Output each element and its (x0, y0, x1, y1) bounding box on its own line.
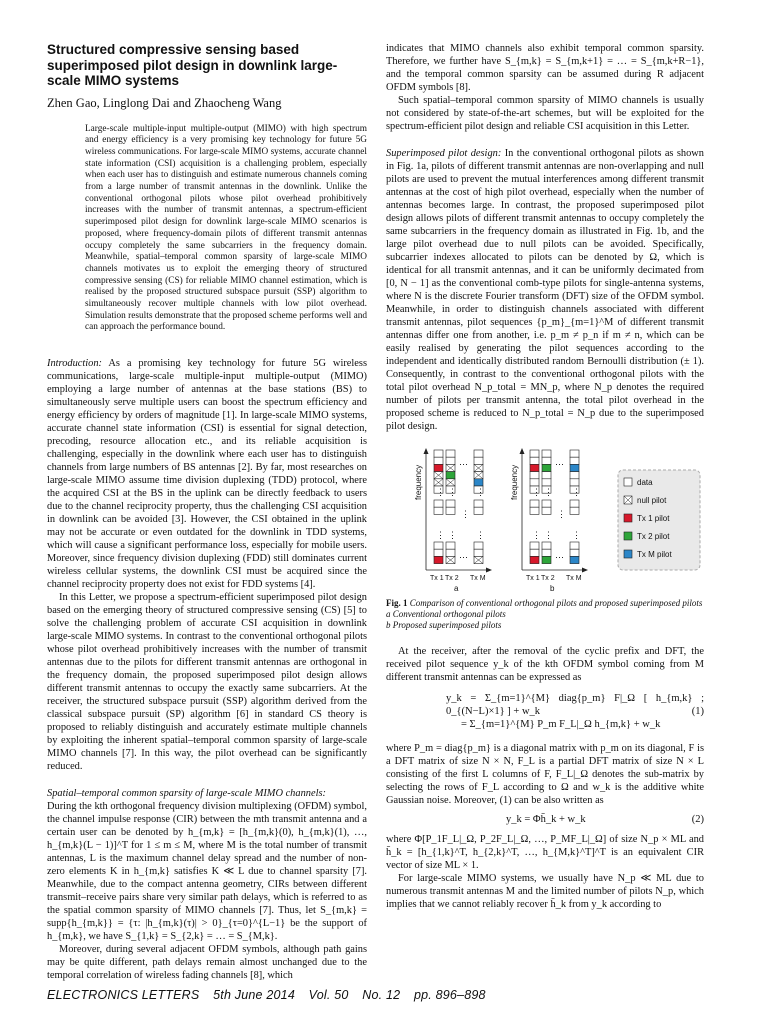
grid-cell-0 (530, 450, 539, 457)
grid-cell-1 (542, 457, 551, 464)
vertical-ellipsis: ⋮ (532, 487, 541, 497)
figure-panel-b (510, 448, 588, 592)
vertical-ellipsis: ⋮ (436, 487, 445, 497)
grid-cell-2 (474, 479, 483, 486)
grid-cell-2 (570, 479, 579, 486)
grid-cell-1 (542, 500, 551, 507)
grid-cell-0 (434, 549, 443, 556)
grid-cell-0 (434, 464, 443, 471)
grid-cell-0 (434, 457, 443, 464)
equation-1-line-1: y_k = Σ_{m=1}^{M} diag{p_m} F|_Ω [ h_{m,k} ; 0_{(N−L)×1} ] + w_k (446, 693, 704, 717)
grid-cell-1 (446, 472, 455, 479)
legend-swatch (624, 514, 632, 522)
right-paragraph-2: Such spatial–temporal common sparsity of MIMO channels is usually not considered by state-of-the-art schemes, but will be exploited for the spectrum-efficient pilot design and reliable CSI acquisition in this Letter. (386, 95, 704, 132)
panel-label-a: a (454, 584, 459, 592)
tx-label-1: Tx 1 (526, 575, 540, 582)
pilot-design-text: In the conventional orthogonal pilots as shown in Fig. 1a, pilots of different transmit antennas are non-overlapping and null pilots are used to prevent the mutual interferences among different transmit antennas at the cost of high pilot overhead, especially when the number of antennas becomes large. In contrast, the proposed superimposed pilot design allows pilots of different transmit antennas to occupy completely the same subcarriers in the frequency domain as illustrated in Fig. 1b, and the large pilot overhead due to null pilots can be avoided. Specifically, subcarrier indexes allocated to pilots can be denoted by Ω, which is identical for all transmit antennas, and it can be uniformly decimated from [0, N − 1] as the conventional comb-type pilots for single-antenna systems, where N is the discrete Fourier transform (DFT) size of the OFDM symbol. Meanwhile, in order to distinguish channels associated with different transmit antennas, pilot sequences {p_m}_{m=1}^M of different transmit antennas differ one from another, i.e. p_m ≠ p_n if m ≠ n, which can be easily realised by generating the pilot sequences according to the independent and identically distributed random Bernoulli distribution (± 1). Consequently, in contrast to the conventional orthogonal pilots with the total pilot overhead N_p_total = MN_p, where N_p denotes the required number of pilots per transmit antenna, the total pilot overhead in the proposed scheme is reduced to N_p_total = N_p due to the superimposed pilot design. (386, 148, 704, 432)
vertical-ellipsis: ⋮ (448, 487, 457, 497)
grid-cell-0 (434, 507, 443, 514)
tx-label-m: Tx M (470, 575, 486, 582)
grid-cell-2 (570, 549, 579, 556)
figure-1 (386, 442, 704, 592)
grid-cell-2 (474, 450, 483, 457)
grid-cell-1 (542, 549, 551, 556)
grid-cell-0 (434, 500, 443, 507)
paper-authors: Zhen Gao, Linglong Dai and Zhaocheng Wang (47, 95, 282, 110)
right-paragraph-4: where P_m = diag{p_m} is a diagonal matrix with p_m on its diagonal, F is a DFT matrix of size N × N, F_L is a partial DFT matrix of size N × L consisting of the first L columns of F, F_L|_Ω denotes the sub-matrix by selecting the rows of F_L according to Ω and w_k is the additive white Gaussian noise. Moreover, (1) can be also written as (386, 743, 704, 806)
footer-number: No. 12 (362, 988, 401, 1002)
tx-label-m: Tx M (566, 575, 582, 582)
figure-caption-text: Comparison of conventional orthogonal pilots and proposed superimposed pilots (409, 598, 703, 608)
equation-2-body: y_k = Φh̄_k + w_k (506, 814, 586, 825)
sparsity-paragraph-1: During the kth orthogonal frequency division multiplexing (OFDM) symbol, the channel impulse response (CIR) between the mth transmit antenna and a certain user can be denoted by h_{m,k} = [h_{m,k}(0), h_{m,k}(1), …, h_{m,k}(L − 1)]^T for 1 ≤ m ≤ M, where M is the total number of transmit antennas, L is the maximum channel delay spread and the number of non-zero elements K in h_{m,k} satisfies K ≪ L due to channel sparsity [7]. Meanwhile, due to the compact antenna geometry, CIRs between different transmit–receive pairs share very similar path delays, which is referred to as the spatial common sparsity of MIMO channels [7]. Thus, let S_{m,k} = supp{h_{m,k}} = {τ: |h_{m,k}(τ)| > 0}_{τ=0}^{L−1} be the support of h_{m,k}, we have S_{1,k} = S_{2,k} = … = S_{M,k}. (47, 801, 367, 943)
left-column (47, 42, 367, 982)
right-paragraph-1: indicates that MIMO channels also exhibit temporal common sparsity. Therefore, we further have S_{m,k} = S_{m,k+1} = … = S_{m,k+R−1}, and the temporal common sparsity can be assumed during R adjacent OFDM symbols [8]. (386, 43, 704, 93)
tx-label-2: Tx 2 (445, 575, 459, 582)
equation-1-line-2: = Σ_{m=1}^{M} P_m F_L|_Ω h_{m,k} + w_k (461, 719, 661, 730)
tx-axis-arrow (486, 568, 492, 573)
right-paragraph-6: For large-scale MIMO systems, we usually have N_p ≪ ML due to numerous transmit antennas M and the limited number of pilots N_p, which implies that we cannot reliably recover h̄_k from y_k according to (386, 873, 704, 910)
intro-paragraph-2: In this Letter, we propose a spectrum-efficient superimposed pilot design based on the emerging theory of structured compressive sensing (CS) [5] to solve the challenging problem of accurate CSI acquisition in downlink large-scale MIMO systems. In contrast to the conventional orthogonal pilots whose pilot overhead prohibitively increases with the number of transmit antennas due to the pilots for different transmit antennas are orthogonal in the frequency domain, the proposed superimposed pilot design allows different transmit antennas to occupy the exactly same subcarriers. At the receiver, the structured subspace pursuit (SSP) algorithm derived from the classical subspace pursuit (SP) algorithm [6] in standard CS theory is proposed to reliably distinguish and accurately estimate multiple channels by exploiting the inherent spatial–temporal common sparsity of large-scale MIMO channels [7]. In this way, the pilot overhead can be significantly reduced. (47, 592, 367, 773)
grid-cell-0 (530, 472, 539, 479)
vertical-ellipsis: ⋮ (532, 530, 541, 540)
grid-cell-2 (570, 507, 579, 514)
equation-2-number: (2) (691, 814, 704, 825)
grid-cell-0 (530, 507, 539, 514)
frequency-axis-arrow (520, 448, 525, 454)
horizontal-ellipsis: ⋯ (555, 552, 564, 562)
frequency-axis-arrow (424, 448, 429, 454)
grid-cell-0 (530, 479, 539, 486)
grid-cell-0 (434, 556, 443, 563)
grid-cell-1 (542, 464, 551, 471)
frequency-axis-label: frequency (510, 464, 519, 500)
journal-footer (47, 988, 707, 1002)
grid-cell-1 (542, 556, 551, 563)
footer-journal: ELECTRONICS LETTERS (47, 988, 200, 1002)
grid-cell-2 (474, 457, 483, 464)
legend-swatch (624, 478, 632, 486)
grid-cell-0 (530, 457, 539, 464)
figure-1-diagram (386, 442, 704, 592)
horizontal-ellipsis: ⋯ (459, 552, 468, 562)
abstract: Large-scale multiple-input multiple-output (MIMO) with high spectrum and energy efficiency is a very promising key technology for future 5G wireless communications. For large-scale MIMO systems, accurate channel state information (CSI) acquisition is a challenging problem, especially when each user has to distinguish and estimate numerous channels coming from a large number of transmit antennas in the downlink. Unlike the conventional orthogonal pilots whose pilot overhead prohibitively increases with the number of transmit antennas, a spectrum-efficient superimposed pilot design for downlink large-scale MIMO scenarios is proposed, where frequency-domain pilots of different transmit antennas occupy completely the same subcarriers in the frequency domain. Meanwhile, spatial–temporal common sparsity of large-scale MIMO channels motivates us to exploit the emerging theory of structured compressive sensing (CS) for reliable MIMO channel estimation, which is realised by the proposed structured subspace pursuit (SSP) algorithm to simultaneously recover multiple channels with low pilot overhead. Simulation results demonstrate that the proposed scheme performs well and can approach the performance bound. (85, 123, 367, 333)
figure-caption (386, 598, 704, 609)
grid-cell-0 (530, 556, 539, 563)
footer-volume: Vol. 50 (308, 988, 349, 1002)
legend-label: Tx 1 pilot (637, 514, 670, 523)
grid-cell-1 (446, 450, 455, 457)
grid-cell-2 (570, 457, 579, 464)
legend-swatch (624, 550, 632, 558)
grid-cell-0 (530, 542, 539, 549)
grid-cell-1 (446, 507, 455, 514)
equation-1-number: (1) (691, 706, 704, 717)
horizontal-ellipsis: ⋯ (459, 459, 468, 469)
figure-panel-a (414, 448, 492, 592)
grid-cell-2 (570, 500, 579, 507)
grid-cell-1 (446, 549, 455, 556)
vertical-ellipsis: ⋮ (572, 487, 581, 497)
tx-label-2: Tx 2 (541, 575, 555, 582)
grid-cell-2 (474, 542, 483, 549)
grid-cell-0 (530, 500, 539, 507)
frequency-axis-label: frequency (414, 464, 423, 500)
grid-cell-2 (570, 472, 579, 479)
right-column (386, 42, 704, 911)
right-paragraph-5: where Φ[P_1F_L|_Ω, P_2F_L|_Ω, …, P_MF_L|_Ω] of size N_p × ML and h̄_k = [h_{1,k}^T, h_{2,k}^T, …, h_{M,k}^T]^T is an equivalent CIR vector of size ML × 1. (386, 834, 704, 871)
vertical-ellipsis: ⋮ (476, 530, 485, 540)
vertical-ellipsis: ⋮ (544, 530, 553, 540)
footer-date: 5th June 2014 (213, 988, 295, 1002)
grid-cell-1 (446, 500, 455, 507)
legend-label: Tx M pilot (637, 550, 672, 559)
legend-swatch (624, 532, 632, 540)
grid-cell-1 (542, 542, 551, 549)
grid-cell-0 (434, 542, 443, 549)
center-ellipsis: ⋮ (557, 509, 566, 519)
horizontal-ellipsis: ⋯ (555, 459, 564, 469)
grid-cell-0 (530, 549, 539, 556)
grid-cell-1 (542, 450, 551, 457)
footer-pages: pp. 896–898 (413, 988, 486, 1002)
vertical-ellipsis: ⋮ (476, 487, 485, 497)
grid-cell-2 (474, 549, 483, 556)
panel-label-b: b (550, 584, 555, 592)
pilot-design-heading: Superimposed pilot design: (386, 148, 502, 159)
equation-2 (386, 811, 704, 829)
figure-caption-b: b Proposed superimposed pilots (386, 620, 502, 630)
grid-cell-0 (434, 450, 443, 457)
grid-cell-1 (542, 507, 551, 514)
vertical-ellipsis: ⋮ (572, 530, 581, 540)
grid-cell-0 (530, 464, 539, 471)
section-heading-sparsity: Spatial–temporal common sparsity of large-scale MIMO channels: (47, 788, 326, 800)
figure-caption-label: Fig. 1 (386, 598, 408, 608)
grid-cell-2 (570, 556, 579, 563)
grid-cell-2 (474, 507, 483, 514)
grid-cell-2 (570, 542, 579, 549)
tx-label-1: Tx 1 (430, 575, 444, 582)
grid-cell-1 (446, 542, 455, 549)
figure-legend (618, 470, 700, 570)
legend-label: Tx 2 pilot (637, 532, 670, 541)
grid-cell-2 (570, 450, 579, 457)
intro-text-1: As a promising key technology for future 5G wireless communications, large-scale multiple-input multiple-output (MIMO) employing a large number of antennas at the base stations (BS) to simultaneously serve multiple users can boost the spectrum efficiency and energy efficiency by orders of magnitude [1]. In large-scale MIMO systems, accurate channel state information (CSI) is essential for signal detection, precoding, resource allocation etc., and its reliable acquisition is challenging, especially in the downlink where each user has to distinguish channels from large numbers of BS antennas [2]. By far, most researches on large-scale MIMO assume time division duplexing (TDD) protocol, where the acquired CSI at the BS in the uplink can be directly feedback to users due to the channel reciprocity property, thus the challenging CSI acquisition in downlink can be avoided [3]. However, the CSI obtained in the uplink may not be accurate or even outdated for the downlink in TDD systems, which will cause a significant performance loss, especially for mobile users. Moreover, since frequency division duplexing (FDD) still dominates current wireless cellular systems, the downlink CSI must be acquired since the channel reciprocity property does not exist for FDD systems [4]. (47, 358, 367, 591)
legend-label: data (637, 478, 653, 487)
grid-cell-2 (474, 500, 483, 507)
figure-caption-a: a Conventional orthogonal pilots (386, 609, 506, 619)
grid-cell-1 (542, 479, 551, 486)
vertical-ellipsis: ⋮ (436, 530, 445, 540)
vertical-ellipsis: ⋮ (544, 487, 553, 497)
grid-cell-1 (542, 472, 551, 479)
pilot-design-paragraph (386, 147, 704, 433)
sparsity-paragraph-2: Moreover, during several adjacent OFDM symbols, although path gains may be quite different, path delays remain almost unchanged due to the temporal correlation of wireless fading channels [8], which (47, 944, 367, 982)
tx-axis-arrow (582, 568, 588, 573)
vertical-ellipsis: ⋮ (448, 530, 457, 540)
intro-paragraph-1 (47, 357, 367, 591)
grid-cell-2 (570, 464, 579, 471)
grid-cell-1 (446, 457, 455, 464)
center-ellipsis: ⋮ (461, 509, 470, 519)
equation-1 (386, 688, 704, 738)
intro-heading: Introduction: (47, 358, 103, 370)
right-paragraph-3: At the receiver, after the removal of the cyclic prefix and DFT, the received pilot sequence y_k of the kth OFDM symbol coming from M different transmit antennas can be expressed as (386, 646, 704, 683)
legend-label: null pilot (637, 496, 667, 505)
paper-title: Structured compressive sensing based superimposed pilot design in downlink large-scale MIMO systems (47, 42, 338, 88)
